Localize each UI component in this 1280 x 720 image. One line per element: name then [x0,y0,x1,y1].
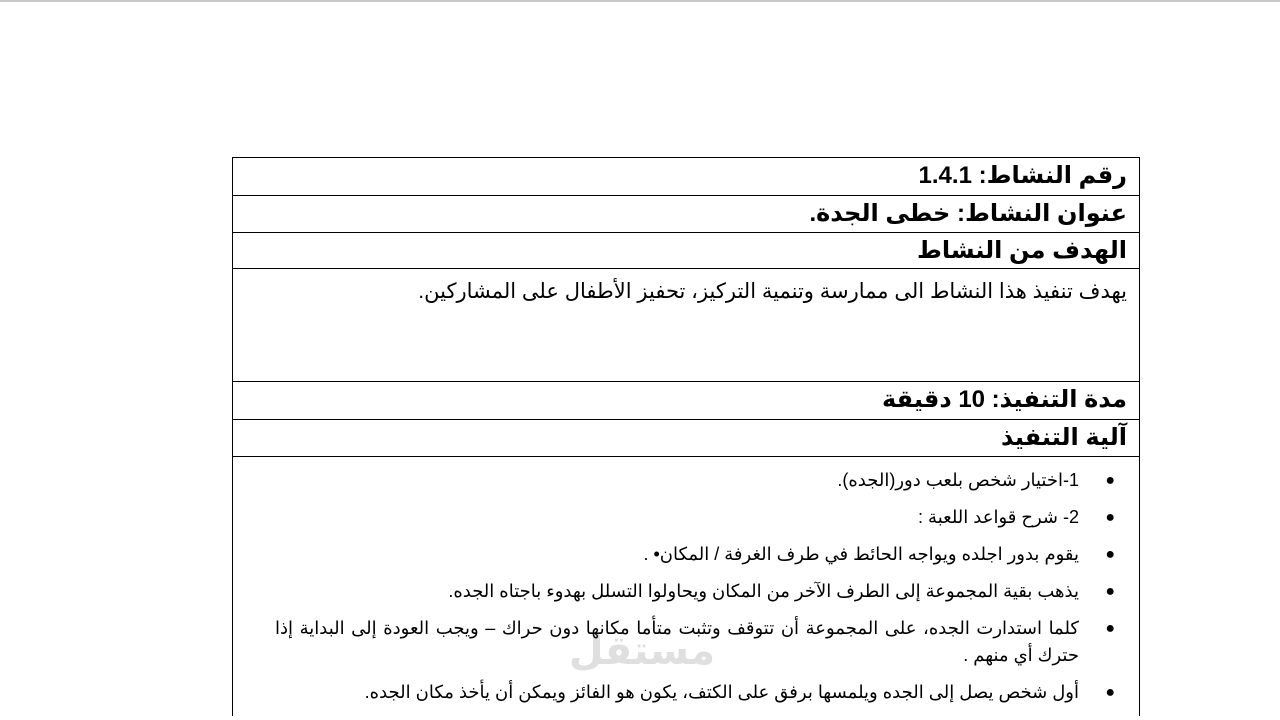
step-item [275,504,1115,531]
top-divider [0,0,1280,2]
bullet-icon: ● [1105,620,1115,637]
bullet-icon: ● [1105,509,1115,526]
step-text: 2- شرح قواعد اللعبة : [918,507,1079,527]
steps-section [233,457,1139,706]
step-item [275,679,1115,706]
watermark-text: مستقل [568,629,716,673]
bullet-icon: ● [1105,684,1115,701]
step-text: يقوم بدور اجلده ويواجه الحائط في طرف الغرفة / المكان• . [643,544,1079,564]
step-item [275,541,1115,568]
activity-duration: مدة التنفيذ: 10 دقيقة [233,382,1139,420]
step-text: أول شخص يصل إلى الجده ويلمسها برفق على الكتف، يكون هو الفائز ويمكن أن يأخذ مكان الجده. [364,682,1079,702]
bullet-icon: ● [1105,546,1115,563]
step-text: كلما استدارت الجده، على المجموعة أن تتوقف وتثبت متأما مكانها دون حراك – ويجب العودة إلى البداية إذا حترك أي منهم . [275,618,1079,665]
step-item [275,615,1115,669]
step-text: يذهب بقية المجموعة إلى الطرف الآخر من المكان ويحاولوا التسلل بهدوء باجتاه الجده. [448,581,1079,601]
bullet-icon: ● [1105,583,1115,600]
activity-number: رقم النشاط: 1.4.1 [233,158,1139,196]
step-item [275,467,1115,494]
activity-title: عنوان النشاط: خطى الجدة. [233,196,1139,233]
step-text: 1-اختيار شخص بلعب دور(الجده). [837,470,1079,490]
goal-text: يهدف تنفيذ هذا النشاط الى ممارسة وتنمية التركيز، تحفيز الأطفال على المشاركين. [233,269,1139,382]
mechanism-heading: آلية التنفيذ [233,420,1139,457]
activity-card [232,157,1140,716]
bullet-icon: ● [1105,472,1115,489]
goal-heading: الهدف من النشاط [233,233,1139,269]
step-item [275,578,1115,605]
steps-list [245,457,1127,706]
